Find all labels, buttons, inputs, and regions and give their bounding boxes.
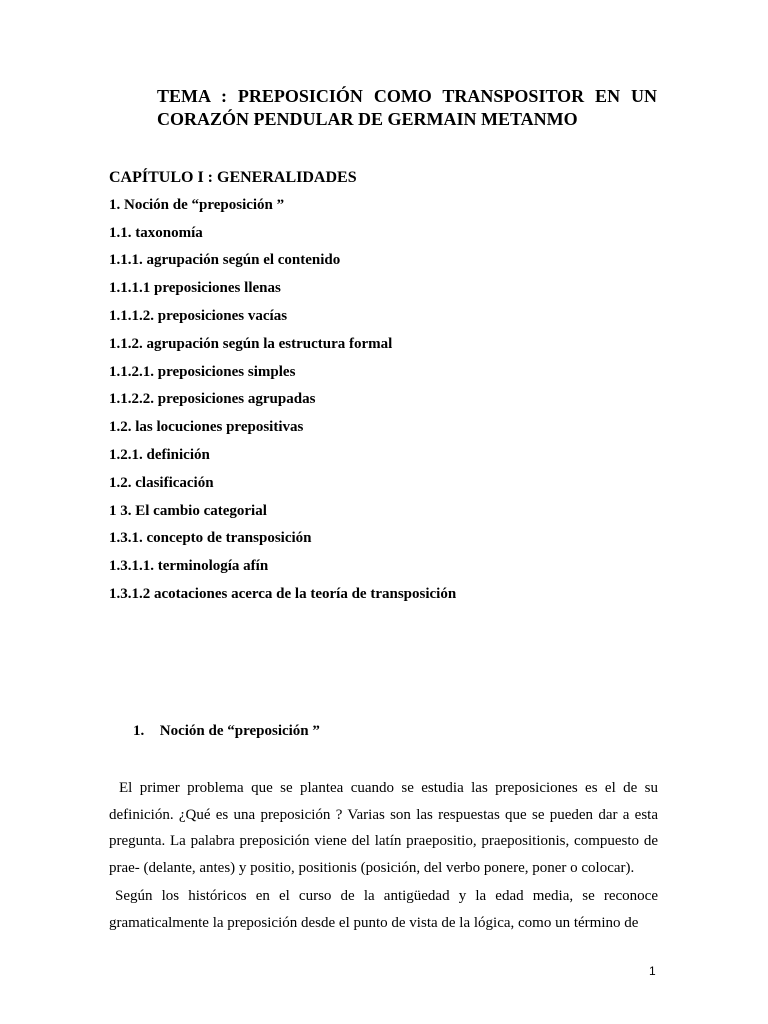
toc-item: 1.3.1.1. terminología afín [109, 558, 269, 575]
section-number: 1. [133, 723, 145, 739]
body-paragraph-1: El primer problema que se plantea cuando se estudia las preposiciones es el de su definición. ¿Qué es una preposición ? Varias son las respuestas que se pueden dar a esta pregunta. La palabra preposición viene del latín praepositio, praepositionis, compuesto de prae- (delante, antes) y positio, positionis (posición, del verbo ponere, poner o colocar). [109, 780, 658, 876]
toc-item: 1.1.2.2. preposiciones agrupadas [109, 391, 316, 408]
toc-item: 1.1.2.1. preposiciones simples [109, 363, 296, 380]
toc-item: 1.3.1. concepto de transposición [109, 530, 312, 547]
toc-item: 1 3. El cambio categorial [109, 502, 267, 519]
table-of-contents [109, 164, 669, 609]
toc-item: 1.1.2. agrupación según la estructura formal [109, 335, 393, 352]
body-paragraph-2: Según los históricos en el curso de la antigüedad y la edad media, se reconoce gramaticalmente la preposición desde el punto de vista de la lógica, como un término de [109, 888, 658, 931]
toc-item: 1. Noción de “preposición ” [109, 196, 285, 213]
toc-item: 1.1. taxonomía [109, 224, 203, 241]
title-line-1: TEMA : PREPOSICIÓN COMO TRANSPOSITOR EN UN [157, 86, 657, 106]
title-line-2: CORAZÓN PENDULAR DE GERMAIN METANMO [157, 109, 578, 129]
toc-item: 1.2. las locuciones prepositivas [109, 419, 304, 436]
toc-item: 1.1.1. agrupación según el contenido [109, 252, 341, 269]
toc-item: 1.2.1. definición [109, 446, 210, 463]
toc-item: 1.3.1.2 acotaciones acerca de la teoría de transposición [109, 585, 457, 602]
document-title [157, 85, 657, 131]
toc-item: 1.2. clasificación [109, 474, 214, 491]
page-number: 1 [649, 964, 656, 978]
section-title: Noción de “preposición ” [159, 723, 320, 739]
toc-item: 1.1.1.2. preposiciones vacías [109, 307, 288, 324]
section-heading [133, 720, 320, 742]
toc-chapter-heading: CAPÍTULO I : GENERALIDADES [109, 169, 357, 186]
toc-item: 1.1.1.1 preposiciones llenas [109, 280, 281, 297]
